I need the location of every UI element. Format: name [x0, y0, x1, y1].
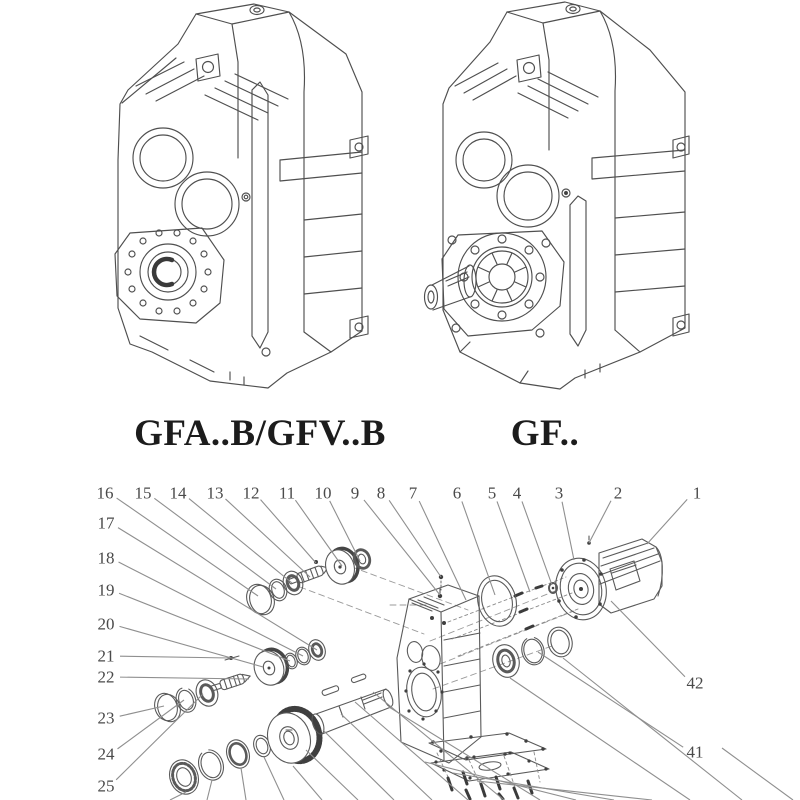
callout-number-7: 7	[408, 483, 418, 503]
leader-line-42	[611, 601, 685, 677]
part-housing	[397, 575, 481, 763]
callout-number-2: 2	[613, 483, 623, 503]
callout-number-17: 17	[97, 513, 115, 533]
leader-line-15	[154, 498, 276, 589]
spokes	[478, 253, 526, 301]
model-label-gf: GF..	[510, 413, 580, 454]
part-roller-bearing	[165, 756, 203, 798]
housing-outline	[443, 11, 685, 389]
part-circlip-41	[519, 635, 547, 668]
leader-line-14	[189, 499, 292, 583]
callout-number-5: 5	[487, 483, 497, 503]
cut-leader-line-16	[563, 658, 742, 800]
part-motor	[550, 536, 662, 625]
leader-line-9	[364, 500, 440, 595]
part-bottom-gasket	[429, 732, 546, 760]
callout-number-1: 1	[692, 483, 702, 503]
top-plate	[507, 2, 600, 23]
leader-line-3	[562, 502, 574, 560]
figure-gfab-drawing	[110, 0, 400, 400]
callout-number-10: 10	[314, 483, 332, 503]
output-shaft	[425, 265, 477, 310]
leader-line-2	[589, 501, 611, 543]
figure-gf-drawing	[400, 0, 700, 400]
leader-line-8	[389, 500, 441, 577]
callout-number-22: 22	[97, 667, 115, 687]
front-strap	[252, 82, 268, 348]
axis-centerlines	[300, 567, 574, 689]
leader-line-13	[225, 499, 310, 577]
callout-number-24: 24	[97, 744, 115, 764]
leader-line-6	[462, 501, 495, 595]
exploded-view-diagram	[90, 470, 800, 800]
part-bottom-cover	[431, 751, 549, 781]
part-keys	[321, 673, 366, 696]
cut-leader-line-7	[323, 730, 394, 800]
callout-number-25: 25	[97, 776, 115, 796]
callout-number-41: 41	[686, 742, 704, 762]
leader-line-11	[295, 500, 342, 566]
callout-number-16: 16	[96, 483, 114, 503]
callout-number-20: 20	[97, 614, 115, 634]
model-label-gfab: GFA..B/GFV..B	[134, 413, 386, 454]
callout-number-8: 8	[376, 483, 386, 503]
callout-number-12: 12	[242, 483, 260, 503]
callout-number-13: 13	[206, 483, 224, 503]
bore-upper	[133, 128, 193, 188]
callout-number-9: 9	[350, 483, 360, 503]
callout-number-11: 11	[278, 483, 296, 503]
part-gear-20	[249, 645, 292, 689]
leader-line-16	[117, 498, 258, 596]
cut-leader-line-11	[389, 707, 540, 800]
callout-layer	[97, 484, 794, 800]
part-oil-seal	[223, 737, 254, 772]
part-bearing-25	[193, 677, 222, 710]
cut-leader-line-4	[264, 757, 284, 800]
leader-line-41	[538, 652, 683, 747]
bore-lower	[497, 165, 559, 227]
leader-line-21	[120, 656, 230, 658]
bolt-circle	[460, 235, 544, 319]
part-seal-42	[545, 624, 576, 659]
part-pinion-shaft-22	[210, 671, 252, 693]
leader-line-1	[647, 499, 687, 544]
callout-number-15: 15	[134, 483, 152, 503]
leader-line-4	[522, 501, 552, 585]
part-snap-ring-large	[194, 746, 227, 783]
bore-lower	[175, 172, 239, 236]
front-strap	[570, 196, 586, 346]
callout-number-6: 6	[452, 483, 462, 503]
top-plate	[196, 4, 289, 24]
leader-line-24	[118, 700, 184, 749]
callout-number-3: 3	[554, 483, 564, 503]
cut-leader-line-5	[293, 766, 322, 800]
bolt-circle	[125, 230, 211, 314]
callout-number-21: 21	[97, 646, 115, 666]
housing-outline	[118, 12, 362, 388]
callout-number-19: 19	[97, 580, 115, 600]
leader-line-12	[261, 500, 316, 563]
part-bearing-output	[489, 642, 523, 681]
part-output-gear	[261, 703, 326, 769]
callout-number-23: 23	[97, 708, 115, 728]
part-washer-19	[283, 651, 300, 670]
oil-plug-icon	[566, 5, 580, 14]
cut-leader-line-15	[510, 678, 690, 800]
callout-number-18: 18	[97, 548, 115, 568]
leader-line-20	[120, 626, 263, 667]
leader-line-7	[419, 501, 466, 600]
leader-line-5	[497, 501, 530, 592]
callout-number-4: 4	[512, 483, 522, 503]
leader-line-18	[119, 562, 303, 656]
callout-number-14: 14	[169, 483, 187, 503]
part-output-shaft	[310, 688, 395, 735]
cut-leader-line-1	[170, 792, 186, 800]
cut-leader-line-2	[207, 780, 212, 800]
callout-number-42: 42	[686, 673, 704, 693]
flange-bolt-dots	[404, 662, 443, 720]
oil-plug-icon	[250, 6, 264, 15]
cut-leader-line-3	[241, 768, 246, 800]
part-cover-bolts	[437, 752, 540, 799]
bore-upper	[456, 132, 512, 188]
